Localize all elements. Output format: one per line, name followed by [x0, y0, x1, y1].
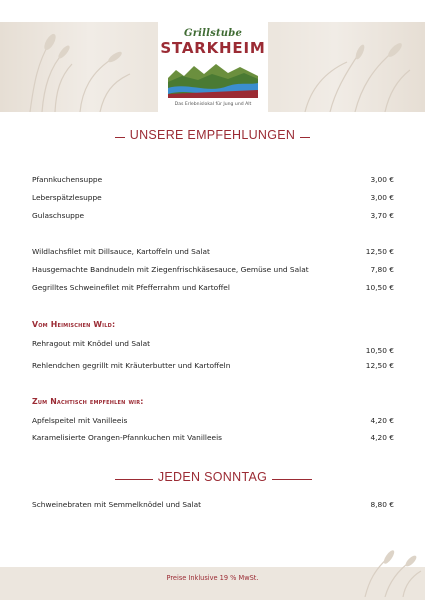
footer-band	[0, 567, 425, 600]
item-name: Wildlachsfilet mit Dillsauce, Kartoffeln und Salat	[32, 247, 210, 256]
subheading-dessert: Zum Nachtisch empfehlen wir:	[32, 397, 144, 406]
item-name: Pfannkuchensuppe	[32, 175, 103, 184]
item-price: 4,20 €	[370, 416, 394, 425]
list-item	[32, 498, 394, 512]
item-price: 3,00 €	[370, 193, 394, 202]
section-title-label: UNSERE EMPFEHLUNGEN	[125, 128, 300, 142]
list-item	[32, 245, 394, 259]
item-name: Rehlendchen gegrillt mit Kräuterbutter und Kartoffeln	[32, 361, 231, 370]
vat-note: Preise Inklusive 19 % MwSt.	[166, 574, 259, 582]
logo-main-text: STARKHEIM	[160, 39, 266, 57]
logo-script-text: Grillstube	[183, 28, 243, 39]
grass-decoration-right-icon	[285, 22, 415, 112]
item-price: 10,50 €	[365, 346, 394, 355]
grass-decoration-footer-icon	[345, 537, 425, 597]
item-name: Karamelisierte Orangen-Pfannkuchen mit Vanilleeis	[32, 433, 222, 442]
section-title-sunday	[0, 470, 425, 490]
logo-tagline: Das Erlebnislokal für Jung und Alt	[174, 102, 252, 107]
list-item	[32, 281, 394, 295]
landscape-logo-icon	[168, 58, 258, 98]
list-item	[32, 414, 394, 428]
list-item	[32, 173, 394, 187]
grass-decoration-left-icon	[20, 22, 140, 112]
item-name: Hausgemachte Bandnudeln mit Ziegenfrischkäsesauce, Gemüse und Salat	[32, 265, 309, 274]
subheading-game: Vom Heimischen Wild:	[32, 320, 116, 329]
item-price: 8,80 €	[370, 500, 394, 509]
item-name: Apfelspeitel mit Vanilleeis	[32, 416, 128, 425]
section-title-label: JEDEN SONNTAG	[153, 470, 272, 484]
item-price: 10,50 €	[365, 283, 394, 292]
list-item	[32, 431, 394, 445]
section-title-recommendations	[0, 128, 425, 148]
list-item	[32, 209, 394, 223]
list-item	[32, 191, 394, 205]
list-item	[32, 263, 394, 277]
item-name: Gulaschsuppe	[32, 211, 85, 220]
item-price: 12,50 €	[365, 361, 394, 370]
item-price: 3,70 €	[370, 211, 394, 220]
list-item-price-row	[32, 344, 394, 358]
logo	[158, 22, 268, 112]
item-name: Schweinebraten mit Semmelknödel und Salat	[32, 500, 202, 509]
item-name: Rehragout mit Knödel und Salat	[32, 339, 151, 348]
item-price: 12,50 €	[365, 247, 394, 256]
item-price: 4,20 €	[370, 433, 394, 442]
item-price: 7,80 €	[370, 265, 394, 274]
item-name: Gegrilltes Schweinefilet mit Pfefferrahm und Kartoffel	[32, 283, 230, 292]
item-price: 3,00 €	[370, 175, 394, 184]
list-item	[32, 359, 394, 373]
item-name: Leberspätzlesuppe	[32, 193, 102, 202]
